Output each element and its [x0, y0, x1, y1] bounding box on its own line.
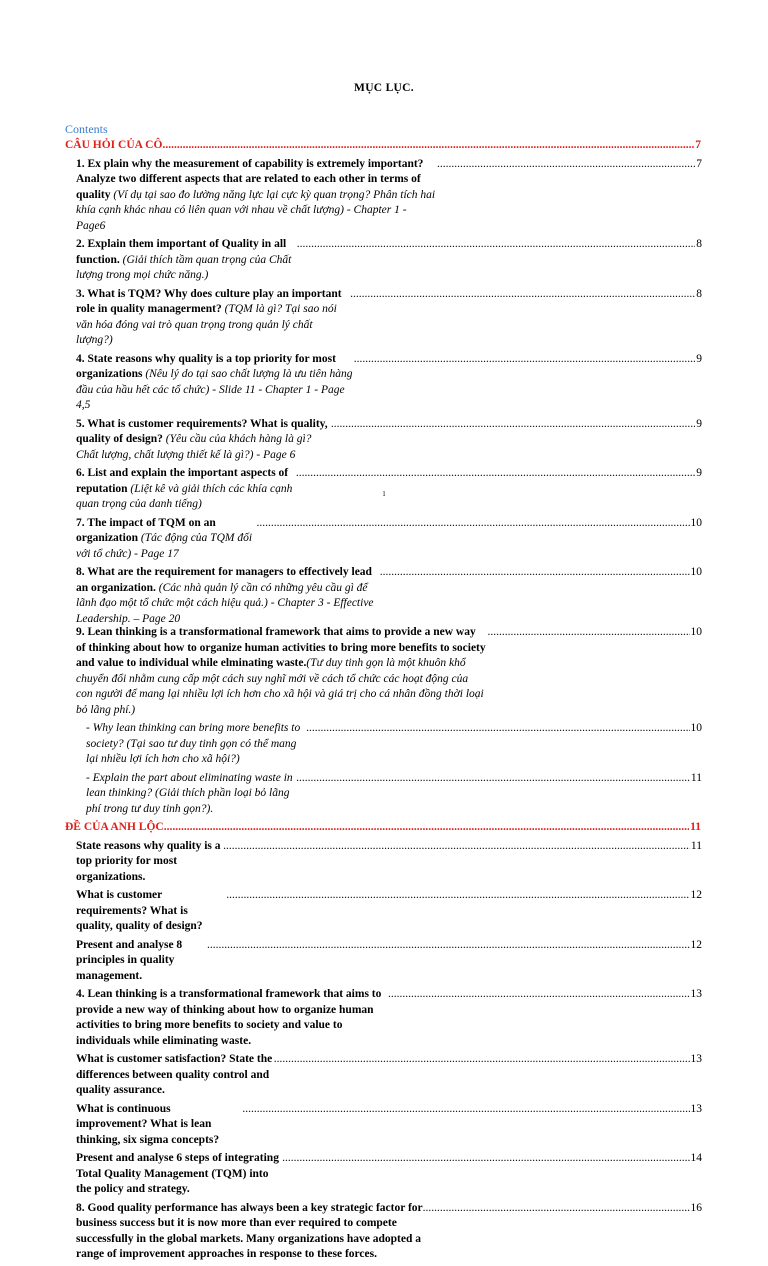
toc-entry[interactable] [76, 888, 702, 935]
entry-title: What is customer satisfaction? State the differences between quality control and quality assurance. [76, 1053, 273, 1096]
toc-entry[interactable] [76, 287, 702, 349]
entry-title: 7. The impact of TQM on an organization [76, 516, 216, 544]
page-ref: 13 [690, 1102, 702, 1115]
contents-label: Contents [65, 122, 108, 136]
entry-translation: (Tác động của TQM đối với tổ chức) - Page 17 [76, 532, 253, 560]
toc-entry[interactable] [76, 987, 702, 1049]
leader-dots [223, 839, 690, 855]
page-ref: 10 [690, 722, 702, 734]
entry-title: Present and analyse 6 steps of integrating Total Quality Management (TQM) into the policy and strategy. [76, 1152, 279, 1195]
entry-translation: (Yêu cầu của khách hàng là gì? Chất lượng, chất lượng thiết kế là gì?) - Page 6 [76, 433, 312, 461]
entry-title: 8. What are the requirement for managers to effectively lead an organization. [76, 566, 372, 594]
entry-title: 4. Lean thinking is a transformational framework that aims to provide a new way of thinking about how to organize human activities to bring more benefits to society and value to individuals while eliminating waste. [76, 988, 382, 1047]
leader-dots [274, 1052, 690, 1068]
page-ref: 9 [696, 417, 702, 430]
leader-dots [242, 1102, 689, 1118]
entry-title: 3. What is TQM? Why does culture play an important role in quality managerment? [76, 287, 342, 315]
entry-title: 2. Explain them important of Quality in all function. [76, 238, 287, 266]
leader-dots [350, 287, 695, 303]
entry-translation: (Các nhà quản lý cần có những yêu cầu gì để lãnh đạo một tổ chức một cách hiệu quả.) - Chapter 3 - Effective Leadership. – Page 20 [76, 581, 374, 625]
leader-dots [423, 1201, 690, 1217]
toc-entry[interactable] [76, 157, 702, 235]
page-ref: 14 [690, 1152, 702, 1164]
toc-section-1 [0, 138, 768, 630]
sub-entry-text: - Explain the part about eliminating waste in lean thinking? (Giải thích phần loại bỏ lãng phí trong tư duy tinh gọn?). [86, 771, 293, 815]
entry-title: Present and analyse 8 principles in quality management. [76, 938, 183, 982]
entry-title: State reasons why quality is a top priority for most organizations. [76, 839, 221, 883]
page-ref: 11 [690, 839, 702, 852]
toc-entry[interactable] [76, 1052, 702, 1099]
leader-dots [437, 157, 695, 173]
entry-title: What is continuous improvement? What is lean thinking, six sigma concepts? [76, 1102, 220, 1146]
entry-translation: (Ví dụ tại sao đo lường năng lực lại cực kỳ quan trọng? Phân tích hai khía cạnh khác nhau có liên quan với nhau về chất lượng) - Chapter 1 - Page6 [76, 188, 436, 232]
page-ref: 16 [690, 1201, 702, 1214]
sub-entry-text: - Why lean thinking can bring more benefits to society? (Tại sao tư duy tinh gọn có thể mang lại nhiều lợi ích hơn cho xã hội?) [86, 722, 301, 765]
document-title: MỤC LỤC. [354, 82, 414, 94]
toc-entry[interactable] [76, 417, 702, 464]
entry-translation: (TQM là gì? Tại sao nói văn hóa đóng vai trò quan trọng trong quản lý chất lượng?) [76, 303, 337, 346]
entry-translation: (Liệt kê và giải thích các khía cạnh quan trọng của danh tiếng) [76, 482, 293, 510]
leader-dots [487, 625, 689, 641]
entry-title: 4. State reasons why quality is a top priority for most organizations [76, 352, 336, 380]
leader-dots [331, 417, 695, 433]
page-ref: 8 [696, 238, 702, 250]
page-ref: 10 [690, 626, 702, 638]
leader-dots [226, 888, 689, 904]
toc-entry[interactable]: 9. Lean thinking is a transformational framework that aims to provide a new way of thinking about how to organize human activities to bring more benefits to society and value to individual while elminating waste.(Tư duy tinh gọn là một khuôn khổ chuyển đổi nhằm cung cấp một cách suy nghĩ mới về cách tổ chức các hoạt động của con người để mang lại nhiều lợi ích hơn cho xã hội và giá trị cho cá nhân đồng thời loại bỏ lãng phí.) ..... 10 [76, 625, 702, 718]
page-ref: 13 [690, 1053, 702, 1065]
toc-entry[interactable] [76, 237, 702, 284]
entry-translation: (Giải thích tầm quan trọng của Chất lượng trong mọi chức năng.) [76, 253, 292, 281]
entry-title: 6. List and explain the important aspects of reputation [76, 467, 289, 495]
toc-entry[interactable] [76, 516, 702, 563]
page-ref: 9 [696, 352, 702, 365]
page-ref: 8 [696, 287, 702, 300]
toc-entry[interactable] [76, 839, 702, 886]
leader-dots [282, 1151, 689, 1167]
entry-title: 8. Good quality performance has always been a key strategic factor for business success but it is now more than ever required to compete successfully in the global markets. Many organizations have adopted a range of improvement approaches in response to these forces. [76, 1201, 423, 1260]
leader-dots [296, 771, 690, 787]
leader-dots [207, 938, 689, 954]
entry-title: 5. What is customer requirements? What is quality, quality of design? [76, 417, 328, 445]
leader-dots [297, 237, 696, 253]
page-ref: 13 [690, 988, 702, 1000]
leader-dots [257, 516, 690, 532]
toc-entry[interactable] [76, 938, 702, 985]
entry-translation: (Nêu lý do tại sao chất lượng là ưu tiên hàng đầu của hầu hết các tổ chức) - Slide 11 - Chapter 1 - Page 4,5 [76, 368, 353, 411]
leader-dots [306, 721, 689, 737]
page-ref: 7 [696, 157, 702, 170]
page-ref: 10 [690, 516, 702, 529]
page-ref: 7 [695, 139, 701, 151]
page-ref: 12 [690, 938, 702, 951]
toc-entry[interactable] [76, 565, 702, 627]
leader-dots [388, 987, 690, 1003]
toc-entry[interactable] [76, 1201, 702, 1263]
toc-entry[interactable] [76, 1102, 702, 1149]
toc-entry[interactable] [86, 771, 702, 818]
page-number: 1 [382, 490, 386, 498]
entry-title: 1. Ex plain why the measurement of capability is extremely important? Analyze two different aspects that are related to each other in terms of quality [76, 157, 424, 201]
entry-title: What is customer requirements? What is quality, quality of design? [76, 889, 203, 932]
page-ref: 11 [690, 771, 702, 784]
toc-entry[interactable] [86, 721, 702, 768]
page-ref: 11 [690, 821, 701, 833]
toc-heading-de-cua-anh-loc[interactable]: ĐỀ CỦA ANH LỘC ..... 11 [0, 820, 701, 836]
page-ref: 10 [690, 566, 702, 578]
toc-section-2 [0, 625, 768, 1266]
toc-entry[interactable] [76, 1151, 702, 1198]
page-ref: 9 [696, 467, 702, 479]
page-ref: 12 [690, 889, 702, 901]
toc-entry[interactable] [76, 352, 702, 414]
leader-dots [380, 565, 690, 581]
leader-dots [296, 466, 695, 482]
toc-heading-cau-hoi-cua-co[interactable]: CÂU HỎI CỦA CÔ ..... 7 [0, 138, 701, 154]
leader-dots [354, 352, 695, 368]
